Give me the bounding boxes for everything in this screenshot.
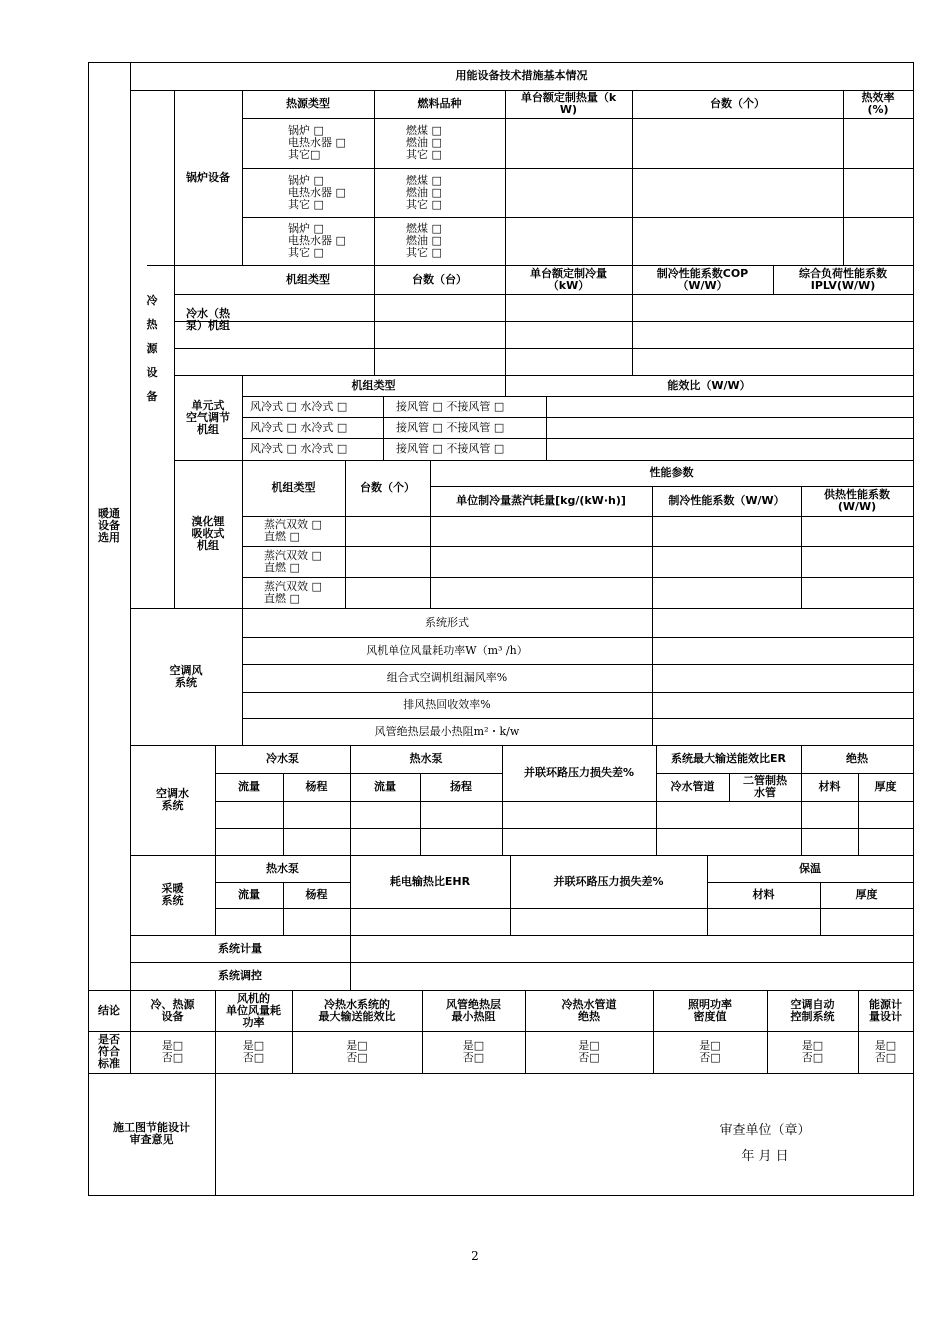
- column-header: 单台额定制冷量 （kW）: [530, 266, 607, 292]
- grid-line: [215, 828, 914, 829]
- column-header: 单位制冷量蒸汽耗量[kg/(kW·h)]: [456, 494, 626, 507]
- row-label: 溴化锂 吸收式 机组: [191, 515, 225, 552]
- column-header: 台数（台）: [412, 272, 467, 286]
- grid-line: [215, 1073, 216, 1196]
- column-header: 并联环路压力损失差%: [523, 766, 635, 779]
- column-header: 扬程: [450, 780, 472, 793]
- column-header: 材料: [818, 780, 841, 793]
- grid-line: [215, 801, 914, 802]
- parameter-label: 排风热回收效率%: [403, 698, 491, 711]
- yes-no-checkbox: 是□ 否□: [874, 1039, 897, 1064]
- checkbox-options: 接风管 □ 不接风管 □: [396, 420, 505, 434]
- column-header: 燃料品种: [417, 97, 462, 110]
- row-label: 结论: [98, 1003, 120, 1017]
- yes-no-checkbox: 是□ 否□: [161, 1039, 184, 1064]
- checkbox-options: 风冷式 □ 水冷式 □: [250, 399, 348, 413]
- column-header: 能效比（W/W）: [667, 378, 751, 392]
- yes-no-checkbox: 是□ 否□: [462, 1039, 485, 1064]
- column-header: 厚度: [874, 780, 897, 793]
- column-header: 二管制热 水管: [743, 774, 787, 799]
- column-header: 机组类型: [351, 378, 396, 392]
- column-header: 冷水管道: [670, 780, 715, 793]
- column-header: 材料: [752, 888, 775, 901]
- yes-no-checkbox: 是□ 否□: [346, 1039, 368, 1064]
- checkbox-options: 接风管 □ 不接风管 □: [396, 441, 505, 455]
- conclusion-item: 冷、热源 设备: [150, 997, 195, 1023]
- column-header: 热源类型: [286, 97, 330, 110]
- page-number: 2: [471, 1249, 479, 1263]
- checkbox-options: 风冷式 □ 水冷式 □: [250, 441, 348, 455]
- grid-line: [383, 396, 384, 461]
- grid-line: [174, 321, 914, 322]
- conclusion-item: 风管绝热层 最小热阻: [446, 997, 501, 1023]
- column-header: 综合负荷性能系数 IPLV(W/W): [799, 266, 887, 292]
- column-header: 制冷性能系数COP （W/W）: [656, 266, 749, 292]
- column-header: 台数（个）: [710, 97, 765, 110]
- form-title: 用能设备技术措施基本情况: [455, 69, 588, 82]
- review-date: 年 月 日: [741, 1149, 789, 1164]
- parameter-label: 风机单位风量耗功率W（m³ /h）: [366, 643, 528, 657]
- row-label: 采暖 系统: [161, 882, 184, 907]
- column-header: 流量: [374, 780, 396, 793]
- checkbox-options: 蒸汽双效 □ 直燃 □: [264, 548, 322, 574]
- checkbox-options: 锅炉 □ 电热水器 □ 其它 □: [288, 222, 346, 259]
- column-header: 并联环路压力损失差%: [553, 874, 664, 888]
- grid-line: [215, 908, 914, 909]
- checkbox-options: 锅炉 □ 电热水器 □ 其它 □: [288, 173, 346, 211]
- parameter-label: 组合式空调机组漏风率%: [386, 671, 508, 684]
- yes-no-checkbox: 是□ 否□: [242, 1039, 265, 1064]
- column-header: 热水泵: [409, 752, 443, 765]
- column-header: 流量: [238, 888, 260, 901]
- grid-line: [174, 348, 914, 349]
- column-header: 杨程: [305, 888, 328, 901]
- row-label: 系统计量: [218, 941, 262, 955]
- grid-line: [546, 396, 547, 461]
- column-header: 绝热: [846, 752, 868, 765]
- checkbox-options: 燃煤 □ 燃油 □ 其它 □: [406, 173, 442, 211]
- column-header: 耗电输热比EHR: [389, 874, 471, 888]
- parameter-label: 系统形式: [425, 615, 469, 629]
- yes-no-checkbox: 是□ 否□: [801, 1039, 824, 1064]
- grid-line: [913, 62, 914, 1196]
- column-header: 流量: [238, 780, 260, 793]
- row-label: 空调水 系统: [156, 787, 189, 812]
- column-header: 机组类型: [286, 272, 330, 286]
- checkbox-options: 蒸汽双效 □ 直燃 □: [264, 518, 322, 543]
- column-header: 性能参数: [649, 466, 694, 479]
- row-label: 施工图节能设计 审查意见: [113, 1121, 190, 1146]
- grid-line: [350, 935, 351, 991]
- row-label: 单元式 空气调节 机组: [186, 398, 230, 436]
- column-header: 系统最大输送能效比ER: [671, 752, 786, 765]
- checkbox-options: 接风管 □ 不接风管 □: [396, 399, 505, 413]
- grid-line: [174, 294, 914, 295]
- conclusion-item: 空调自动 控制系统: [790, 997, 835, 1023]
- checkbox-options: 锅炉 □ 电热水器 □ 其它□: [288, 124, 346, 161]
- checkbox-options: 蒸汽双效 □ 直燃 □: [264, 579, 322, 605]
- column-header: 台数（个）: [360, 481, 415, 494]
- column-header: 热水泵: [266, 861, 299, 875]
- row-label: 空调风 系统: [169, 663, 203, 689]
- yes-no-checkbox: 是□ 否□: [578, 1039, 600, 1064]
- column-header: 冷水泵: [266, 752, 299, 765]
- column-header: 单台额定制热量（k W): [520, 91, 617, 116]
- checkbox-options: 燃煤 □ 燃油 □ 其它 □: [406, 124, 442, 161]
- conclusion-item: 冷热水系统的 最大输送能效比: [318, 997, 396, 1023]
- conclusion-item: 冷热水管道 绝热: [561, 997, 617, 1023]
- checkbox-options: 燃煤 □ 燃油 □ 其它 □: [406, 222, 442, 259]
- section-label: 暖通 设备 选用: [98, 507, 120, 544]
- column-header: 供热性能系数 (W/W): [824, 488, 890, 513]
- checkbox-options: 风冷式 □ 水冷式 □: [250, 420, 348, 434]
- row-label: 是否 符合 标准: [98, 1033, 120, 1070]
- parameter-label: 风管绝热层最小热阻m²・k/w: [374, 724, 520, 738]
- row-label: 锅炉设备: [186, 170, 230, 184]
- row-label: 冷水（热 泵）机组: [186, 307, 230, 332]
- conclusion-item: 照明功率 密度值: [688, 997, 732, 1023]
- section-label: 冷 热 源 设 备: [146, 294, 158, 403]
- column-header: 杨程: [305, 780, 328, 793]
- conclusion-item: 能源计 量设计: [869, 997, 902, 1023]
- conclusion-item: 风机的 单位风量耗 功率: [226, 991, 281, 1029]
- review-unit: 审查单位（章）: [719, 1123, 811, 1138]
- grid-line: [88, 1195, 914, 1196]
- column-header: 保温: [799, 861, 821, 875]
- column-header: 制冷性能系数（W/W）: [668, 494, 785, 507]
- yes-no-checkbox: 是□ 否□: [699, 1039, 721, 1064]
- row-label: 系统调控: [218, 969, 262, 982]
- column-header: 厚度: [855, 888, 878, 901]
- column-header: 机组类型: [271, 481, 316, 494]
- grid-line: [652, 608, 653, 746]
- column-header: 热效率 (%): [861, 91, 895, 116]
